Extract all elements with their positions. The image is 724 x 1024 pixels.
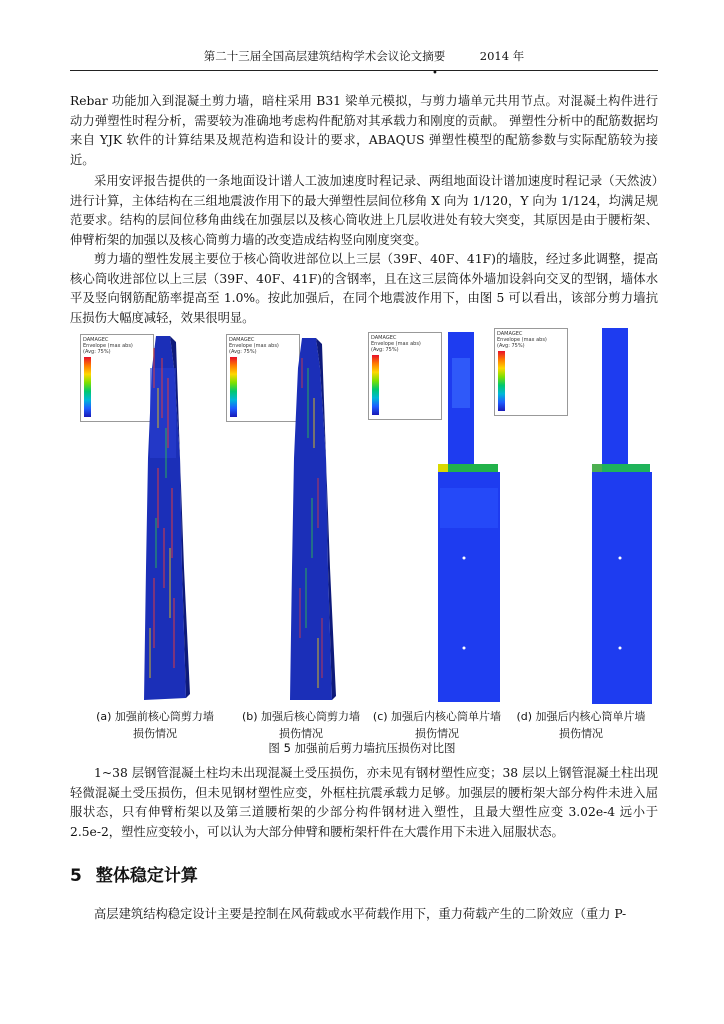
running-header bbox=[70, 48, 658, 79]
panel-a bbox=[70, 328, 215, 706]
section-heading bbox=[70, 861, 198, 886]
section-title: 整体稳定计算 bbox=[95, 866, 198, 886]
header-title: 第二十三届全国高层建筑结构学术会议论文摘要 2014 年 bbox=[203, 49, 525, 63]
figure-5 bbox=[70, 328, 658, 706]
caption-d: (d) 加强后内核心筒单片墙 损伤情况 bbox=[516, 710, 646, 740]
legend-d-title: DAMAGEC bbox=[497, 331, 523, 337]
legend-d-subtitle: Envelope (max abs) bbox=[497, 337, 547, 343]
legend-b-avg: (Avg: 75%) bbox=[229, 349, 257, 355]
legend-c-avg: (Avg: 75%) bbox=[371, 347, 399, 353]
paragraph-1: Rebar 功能加入到混凝土剪力墙，暗柱采用 B31 梁单元模拟，与剪力墙单元共用节点。对混凝土构件进行动力弹塑性时程分析，需要较为准确地考虑构件配筋对其承载力和刚度的贡献。 弹塑性分析中的配筋数据均来自 YJK 软件的计算结果及规范构造和设计的要求，ABAQUS 弹塑性模型的配筋参数与实际配筋较为接近。 bbox=[70, 94, 658, 167]
legend-a-avg: (Avg: 75%) bbox=[83, 349, 111, 355]
single-wall-model-c bbox=[368, 328, 508, 706]
paragraph-4: 1~38 层钢管混凝土柱均未出现混凝土受压损伤，亦未见有钢材塑性应变；38 层以上钢管混凝土柱出现轻微混凝土受压损伤，但未见钢材塑性应变，外框柱抗震承载力足够。加强层的腰桁架大部分构件未进入屈服状态，只有伸臂桁架以及第三道腰桁架的少部分构件钢材进入塑性，且最大塑性应变 3.02e-4 远小于 2.5e-2，塑性应变较小，可以认为大部分伸臂和腰桁架杆件在大震作用下未进入屈服状态。 bbox=[70, 766, 658, 839]
paragraph-5: 高层建筑结构稳定设计主要是控制在风荷载或水平荷载作用下，重力荷载产生的二阶效应（重力 P- bbox=[94, 907, 627, 921]
single-wall-model-d bbox=[510, 328, 658, 706]
legend-a-title: DAMAGEC bbox=[83, 337, 109, 343]
core-tube-model-a bbox=[70, 328, 215, 706]
legend-d-colorbar bbox=[498, 351, 505, 411]
panel-c bbox=[368, 328, 508, 706]
legend-c-subtitle: Envelope (max abs) bbox=[371, 341, 421, 347]
panel-d bbox=[497, 328, 658, 706]
legend-a-subtitle: Envelope (max abs) bbox=[83, 343, 133, 349]
header-marker: • bbox=[432, 68, 438, 79]
caption-a: (a) 加强前核心筒剪力墙 损伤情况 bbox=[96, 710, 214, 740]
section-number: 5 bbox=[70, 866, 82, 886]
caption-b: (b) 加强后核心筒剪力墙 损伤情况 bbox=[241, 710, 361, 740]
legend-b-title: DAMAGEC bbox=[229, 337, 255, 343]
panel-b bbox=[222, 328, 362, 706]
core-tube-model-b bbox=[222, 328, 362, 706]
paragraph-2: 采用安评报告提供的一条地面设计谱人工波加速度时程记录、两组地面设计谱加速度时程记录（天然波）进行计算，主体结构在三组地震波作用下的最大弹塑性层间位移角 X 向为 1/120，Y 向为 1/124，均满足规范要求。结构的层间位移角曲线在加强层以及核心筒收进上几层收进处有较大突变，其原因是由于腰桁架、伸臂桁架的加强以及核心筒剪力墙的改变造成结构竖向刚度突变。 bbox=[70, 174, 658, 247]
caption-c: (c) 加强后内核心筒单片墙 损伤情况 bbox=[372, 710, 502, 740]
figure-title: 图 5 加强前后剪力墙抗压损伤对比图 bbox=[268, 741, 456, 755]
legend-c-title: DAMAGEC bbox=[371, 335, 397, 341]
legend-d-avg: (Avg: 75%) bbox=[497, 343, 525, 349]
legend-b-subtitle: Envelope (max abs) bbox=[229, 343, 279, 349]
paragraph-3: 剪力墙的塑性发展主要位于核心筒收进部位以上三层（39F、40F、41F)的墙肢，经过多此调整，提高核心筒收进部位以上三层（39F、40F、41F)的含钢率，且在这三层筒体外墙加设斜向交叉的型钢，墙体水平及竖向钢筋配筋率提高至 1.0%。按此加强后，在同个地震波作用下，由图 5 可以看出，该部分剪力墙抗压损伤大幅度减轻，效果很明显。 bbox=[70, 252, 658, 325]
